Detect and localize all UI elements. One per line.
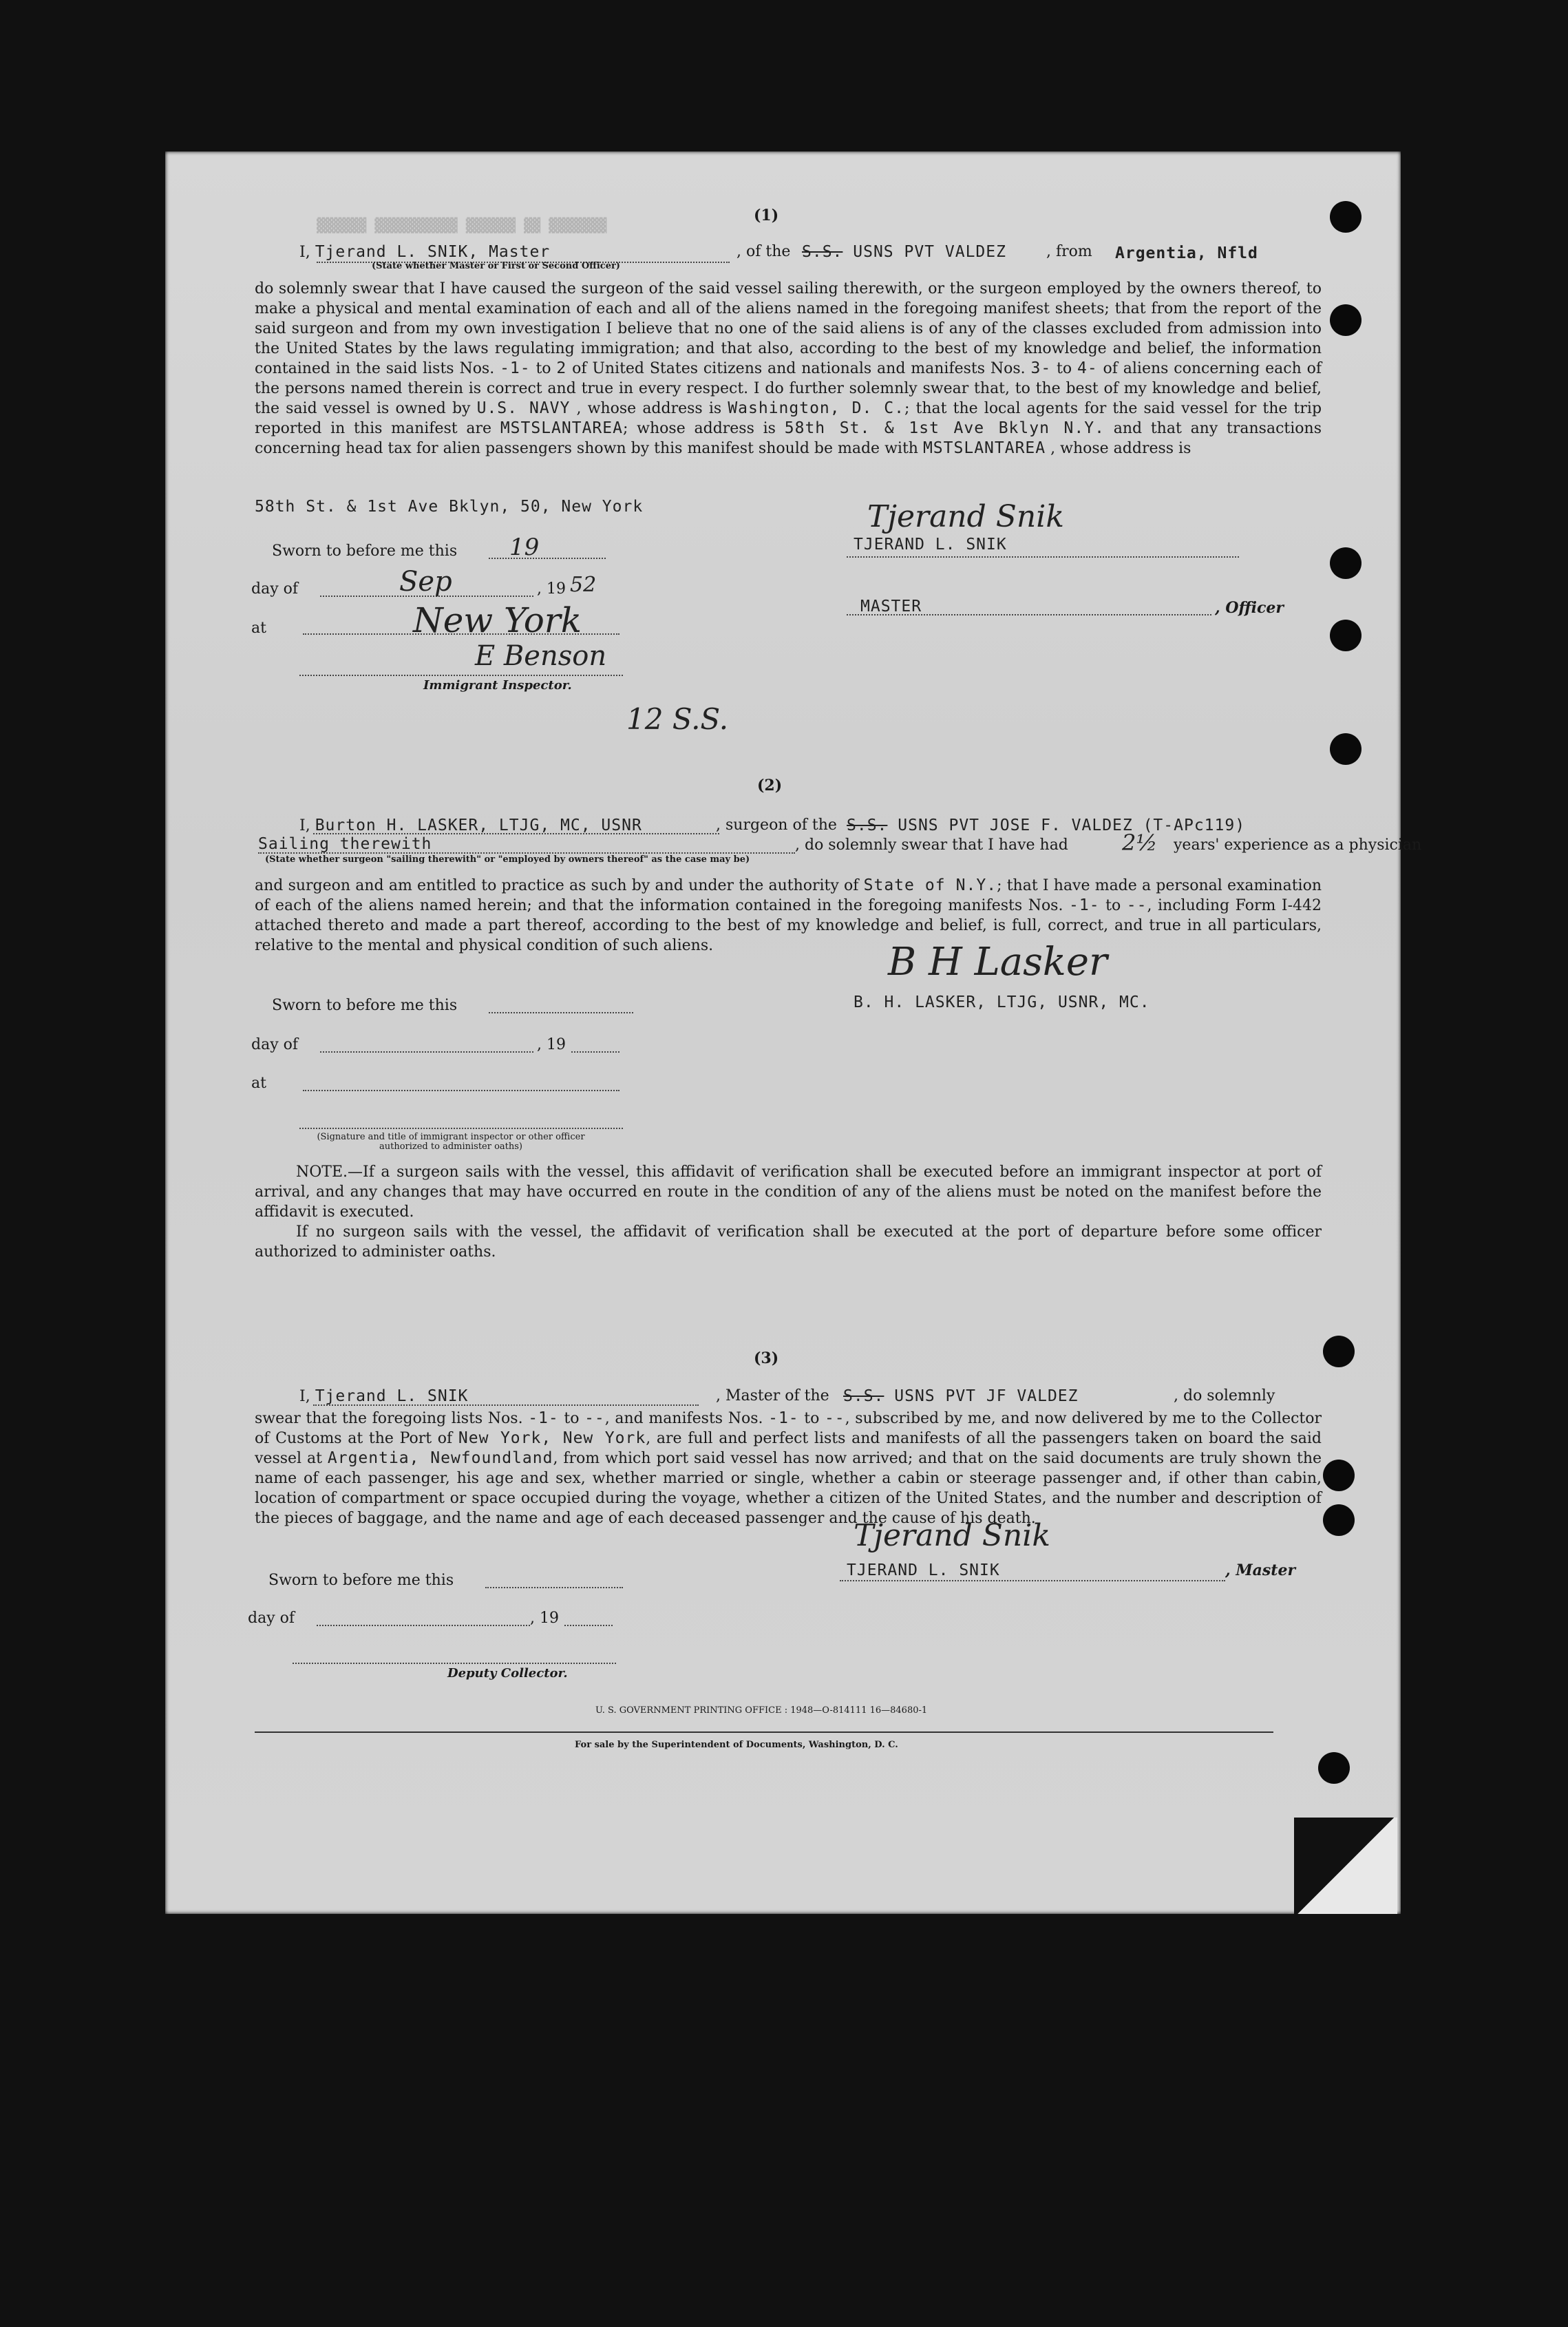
master-name: Tjerand L. SNIK, Master <box>315 243 551 261</box>
inspector-line <box>299 675 623 676</box>
binder-hole <box>1323 1460 1355 1491</box>
faded-stamp: ▓▓▓▓▓▓ ▓▓▓▓▓▓▓▓▓▓ ▓▓▓▓▓▓ ▓▓ ▓▓▓▓▓▓▓ <box>317 217 607 233</box>
of-the-label: , of the <box>737 243 791 260</box>
years-experience: 2½ <box>1122 830 1158 856</box>
master-line-3 <box>313 1404 699 1406</box>
sig-caption-2: (Signature and title of immigrant inspector or other officer authorized to administer oaths) <box>317 1132 585 1152</box>
master-name-3: Tjerand L. SNIK <box>315 1387 469 1405</box>
from-label: , from <box>1046 243 1092 260</box>
at-label-2: at <box>251 1075 266 1092</box>
year-label-3: , 19 <box>530 1610 559 1627</box>
vessel-name: S.S. USNS PVT VALDEZ <box>802 243 1006 261</box>
officer-label: , Officer <box>1215 599 1284 617</box>
section-2-note-2: If no surgeon sails with the vessel, the affidavit of verification shall be executed at the port of departure before some officer authorized to administer oaths. <box>255 1223 1322 1261</box>
inspector-label: Immigrant Inspector. <box>423 678 572 693</box>
handwritten-note: 12 S.S. <box>626 702 729 736</box>
at-label-1: at <box>251 620 266 637</box>
gpo-imprint: U. S. GOVERNMENT PRINTING OFFICE : 1948—O-814111 16—84680-1 <box>595 1705 928 1716</box>
section-3-line1: I, Tjerand L. SNIK <box>299 1387 469 1405</box>
master-signature-3: Tjerand Snik <box>854 1518 1050 1553</box>
title-typed-1: MASTER <box>860 598 922 615</box>
sale-note: For sale by the Superintendent of Documents, Washington, D. C. <box>575 1740 898 1750</box>
section-1-line1: I, Tjerand L. SNIK, Master <box>299 243 551 261</box>
binder-hole <box>1323 1336 1355 1367</box>
section-2-number: (2) <box>757 777 783 794</box>
surgeon-status: Sailing therewith <box>258 835 432 853</box>
section-1-paragraph: do solemnly swear that I have caused the surgeon of the said vessel sailing therewith, or the surgeon employed by the owners thereof, to make a physical and mental examination of each and all of the aliens named in the foregoing manifest sheets; that from the report of the said surgeon and from my own investigation I believe that no one of the said aliens is of any of the classes excluded from admission into the United States by the laws regulating immigration; and that also, according to the best of my knowledge and belief, the information contained in the said lists Nos. -1- to 2 of United States citizens and nationals and manifests Nos. 3- to 4- of aliens concerning each of the persons named therein is correct and true in every respect. I do further solemnly swear that, to the best of my knowledge and belief, the said vessel is owned by U.S. NAVY , whose address is Washington, D. C.; that the local agents for the said vessel for the trip reported in this manifest are MSTSLANTAREA; whose address is 58th St. & 1st Ave Bklyn N.Y. and that any transactions concerning head tax for alien passengers shown by this manifest should be made with MSTSLANTAREA , whose address is <box>255 280 1322 457</box>
binder-hole <box>1323 1504 1355 1536</box>
inspector-signature: E Benson <box>475 640 607 672</box>
day-of-label-2: day of <box>251 1036 299 1053</box>
year-label-2: , 19 <box>537 1036 566 1053</box>
signer-typed-1: TJERAND L. SNIK <box>854 536 1007 554</box>
sworn-label-1: Sworn to before me this <box>272 543 458 560</box>
signer-line-1 <box>847 556 1239 558</box>
section-3-number: (3) <box>754 1349 779 1367</box>
title-line-1 <box>847 614 1211 615</box>
binder-hole <box>1330 201 1362 233</box>
month-1: Sep <box>399 566 452 598</box>
from-place: Argentia, Nfld <box>1115 244 1258 262</box>
surgeon-typed: B. H. LASKER, LTJG, USNR, MC. <box>854 993 1150 1011</box>
month-line-2 <box>320 1051 533 1053</box>
experience-label: years' experience as a physician <box>1174 836 1422 854</box>
section-2-note: NOTE.—If a surgeon sails with the vessel, this affidavit of verification shall be executed before an immigrant inspector at port of arrival, and any changes that may have occurred en route in the condition of any of the aliens must be noted on the manifest before the affidavit is executed. <box>255 1164 1322 1221</box>
signer-line-3 <box>840 1580 1225 1581</box>
deputy-label: Deputy Collector. <box>447 1666 568 1681</box>
master-signature-1: Tjerand Snik <box>867 499 1064 534</box>
section-2-paragraph: and surgeon and am entitled to practice as such by and under the authority of State of N.Y.; that I have made a personal examination of each of the aliens named herein; and that the information contained in the foregoing manifests Nos. -1- to --, including Form I-442 attached thereto and made a part thereof, according to the best of my knowledge and belief, is full, correct, and true in all particulars, relative to the mental and physical condition of such aliens. <box>255 876 1322 954</box>
year-label-1: , 19 <box>537 580 566 598</box>
deputy-line <box>293 1663 616 1664</box>
sworn-label-2: Sworn to before me this <box>272 997 458 1014</box>
at-line-1 <box>303 633 619 635</box>
sworn-line-1 <box>489 558 606 559</box>
footer-rule <box>255 1731 1273 1733</box>
status-line <box>258 852 795 854</box>
folded-corner <box>1294 1818 1397 1914</box>
surgeon-line <box>313 833 719 834</box>
year-1: 52 <box>570 573 597 597</box>
binder-hole <box>1330 547 1362 579</box>
signer-typed-3: TJERAND L. SNIK <box>847 1561 1000 1579</box>
surgeon-of-label: , surgeon of the <box>716 817 837 834</box>
at-line-2 <box>303 1090 619 1091</box>
master-caption: (State whether Master or First or Second Officer) <box>372 261 620 271</box>
section-2-line1: I, Burton H. LASKER, LTJG, MC, USNR <box>299 817 642 834</box>
year-line-3 <box>564 1625 613 1626</box>
manifest-page <box>165 151 1422 1914</box>
place-1: New York <box>413 600 582 640</box>
binder-hole <box>1330 620 1362 651</box>
day-of-label-1: day of <box>251 580 299 598</box>
binder-hole <box>1330 733 1362 765</box>
surgeon-vessel: S.S. USNS PVT JOSE F. VALDEZ (T-APc119) <box>847 817 1246 834</box>
section-3-paragraph: swear that the foregoing lists Nos. -1- to --, and manifests Nos. -1- to --, subscribed by me, and now delivered by me to the Collector of Customs at the Port of New York, New York, are full and perfect lists and manifests of all the passengers taken on board the said vessel at Argentia, Newfoundland, from which port said vessel has now arrived; and that on the said documents are truly shown the name of each passenger, his age and sex, whether married or single, whether a cabin or steerage passenger and, if other than cabin, location of compartment or space occupied during the voyage, whether a citizen of the United States, and the number and description of the pieces of baggage, and the name and age of each deceased passenger and the cause of his death. <box>255 1409 1322 1527</box>
month-line-3 <box>317 1625 530 1626</box>
master-label-3: , Master <box>1225 1561 1296 1579</box>
sworn-label-3: Sworn to before me this <box>268 1572 454 1589</box>
binder-hole <box>1330 304 1362 336</box>
master-of-label: , Master of the <box>716 1387 829 1404</box>
swear-label-3: , do solemnly <box>1174 1387 1275 1404</box>
status-caption: (State whether surgeon "sailing therewith" or "employed by owners thereof" as the case may be) <box>265 854 750 865</box>
section-1-number: (1) <box>754 207 779 224</box>
sworn-day-1: 19 <box>509 534 540 561</box>
surgeon-signature: B H Lasker <box>888 940 1108 984</box>
swear-label: , do solemnly swear that I have had <box>795 836 1068 854</box>
vessel-3: S.S. USNS PVT JF VALDEZ <box>843 1387 1079 1405</box>
head-tax-address: 58th St. & 1st Ave Bklyn, 50, New York <box>255 498 644 516</box>
officer-line-2 <box>299 1128 623 1129</box>
year-line-2 <box>571 1051 619 1053</box>
sworn-line-3 <box>485 1587 623 1588</box>
surgeon-name: Burton H. LASKER, LTJG, MC, USNR <box>315 817 642 834</box>
binder-hole <box>1318 1752 1350 1784</box>
day-of-label-3: day of <box>248 1610 295 1627</box>
sworn-line-2 <box>489 1012 633 1013</box>
